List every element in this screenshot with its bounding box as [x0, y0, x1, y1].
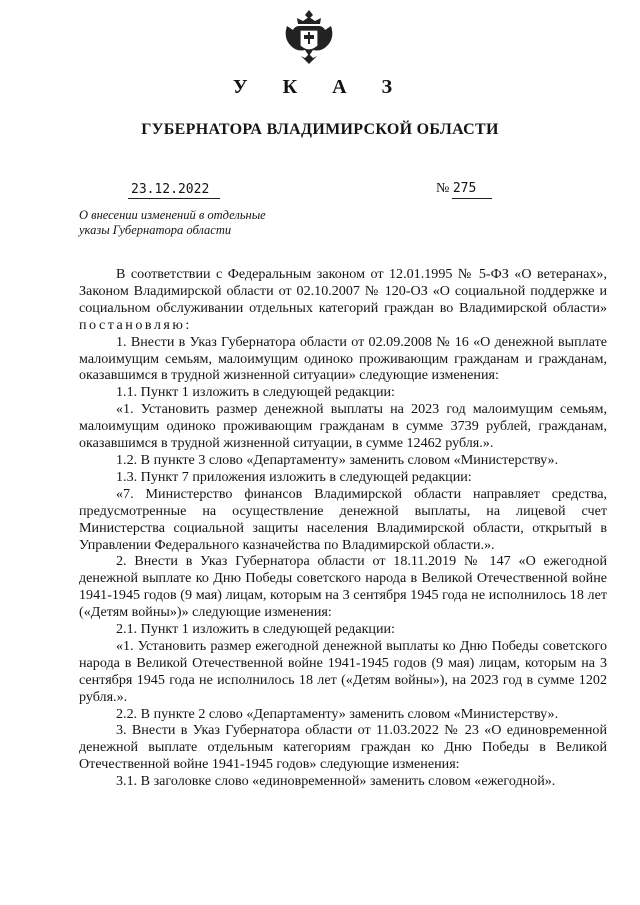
- paragraph: 1. Внести в Указ Губернатора области от 02.09.2008 № 16 «О денежной выплате малоимущим семьям, малоимущим одиноко проживающим гражданам и гражданам, оказавшимся в трудной жизненной ситуации» следующие изменения:: [79, 333, 607, 384]
- paragraph: 1.2. В пункте 3 слово «Департаменту» заменить словом «Министерству».: [116, 451, 559, 468]
- date-underline: [128, 198, 220, 199]
- subject-line: указы Губернатора области: [79, 223, 232, 237]
- number-value: 275: [452, 181, 477, 196]
- paragraph: 2. Внести в Указ Губернатора области от 18.11.2019 № 147 «О ежегодной денежной выплате ко Дню Победы советского народа в Великой Отечественной войне 1941-1945 годов (9 мая) лицам, которым на 3 сентября 1945 года не исполнилось 18 лет («Детям войны»)» следующие изменения:: [79, 553, 607, 621]
- intro-text: В соответствии с Федеральным законом от 12.01.1995 № 5-ФЗ «О ветеранах», Законом Владимирской области от 02.10.2007 № 120-ОЗ «О социальной поддержке и социальном обслуживании отдельных категорий граждан во Владимирской области»: [79, 266, 607, 316]
- paragraph: «1. Установить размер денежной выплаты на 2023 год малоимущим семьям, малоимущим одиноко проживающим гражданам в сумме 3739 рублей, гражданам, оказавшимся в трудной жизненной ситуации, в сумме 12462 рубля.».: [79, 401, 607, 452]
- paragraph: 2.2. В пункте 2 слово «Департаменту» заменить словом «Министерству».: [116, 705, 559, 722]
- subject-line: О внесении изменений в отдельные: [79, 208, 266, 222]
- decree-body: [79, 266, 607, 790]
- decree-word: постановляю:: [79, 316, 192, 333]
- decree-subject: [79, 208, 266, 238]
- number-label: №: [436, 181, 450, 196]
- document-subtitle: ГУБЕРНАТОРА ВЛАДИМИРСКОЙ ОБЛАСТИ: [141, 121, 499, 138]
- intro-paragraph: [79, 266, 607, 334]
- document-title: У К А З: [232, 76, 408, 98]
- paragraph: 1.3. Пункт 7 приложения изложить в следующей редакции:: [116, 468, 472, 485]
- paragraph: 2.1. Пункт 1 изложить в следующей редакции:: [116, 621, 395, 638]
- decree-number: [436, 181, 476, 197]
- paragraph: 3.1. В заголовке слово «единовременной» заменить словом «ежегодной».: [116, 773, 556, 790]
- coat-of-arms-icon: [283, 8, 335, 68]
- paragraph: 1.1. Пункт 1 изложить в следующей редакции:: [116, 384, 395, 401]
- number-underline: [452, 198, 492, 199]
- paragraph: «7. Министерство финансов Владимирской области направляет средства, предусмотренные на осуществление денежной выплаты, на лицевой счет Министерства социальной защиты населения Владимирской области, открытый в Управлении Федерального казначейства по Владимирской области.».: [79, 485, 607, 553]
- decree-date: 23.12.2022: [131, 182, 210, 197]
- paragraph: 3. Внести в Указ Губернатора области от 11.03.2022 № 23 «О единовременной денежной выплате отдельным категориям граждан ко Дню Победы в Великой Отечественной войне 1941-1945 годов» следующие изменения:: [79, 722, 607, 773]
- paragraph: «1. Установить размер ежегодной денежной выплаты ко Дню Победы советского народа в Великой Отечественной войне 1941-1945 годов (9 мая) лицам, которым на 3 сентября 1945 года не исполнилось 18 лет («Детям войны»), на 2023 год в сумме 1202 рубля.».: [79, 637, 607, 705]
